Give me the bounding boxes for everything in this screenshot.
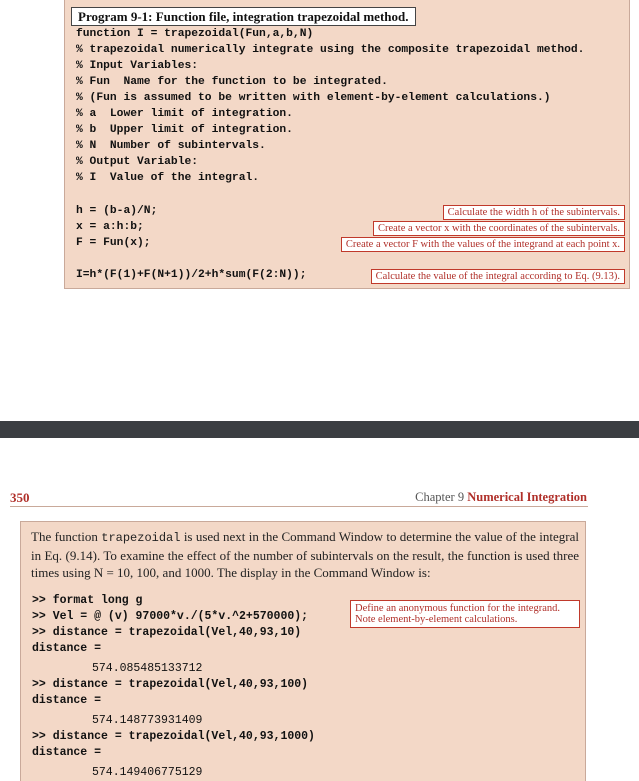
statement-code: h = (b-a)/N; xyxy=(76,205,158,217)
program-title: Program 9-1: Function file, integration trapezoidal method. xyxy=(71,7,416,26)
code-line: % (Fun is assumed to be written with element-by-element calculations.) xyxy=(76,92,551,104)
command-line: >> format long g xyxy=(32,594,143,607)
command-result: 574.148773931409 xyxy=(92,714,203,727)
code-line: % Fun Name for the function to be integrated. xyxy=(76,76,388,88)
code-line: % I Value of the integral. xyxy=(76,172,260,184)
bottom-page xyxy=(0,438,639,781)
intro-paragraph xyxy=(31,528,579,581)
page-number: 350 xyxy=(10,490,30,505)
command-output-label: distance = xyxy=(32,694,102,707)
statement-note: Calculate the width h of the subintervals. xyxy=(443,205,625,220)
example-box xyxy=(20,521,586,781)
statement-code: F = Fun(x); xyxy=(76,237,151,249)
anonymous-function-note: Define an anonymous function for the integrand. Note element-by-element calculations. xyxy=(350,600,580,628)
command-line: >> distance = trapezoidal(Vel,40,93,1000) xyxy=(32,730,315,743)
statement-note: Calculate the value of the integral according to Eq. (9.13). xyxy=(371,269,625,284)
chapter-label: Chapter 9 xyxy=(415,490,465,504)
intro-text-part: The function xyxy=(31,529,102,544)
command-line: >> distance = trapezoidal(Vel,40,93,10) xyxy=(32,626,302,639)
code-line: % Output Variable: xyxy=(76,156,199,168)
program-listing-box xyxy=(64,0,630,289)
statement-note: Create a vector F with the values of the integrand at each point x. xyxy=(341,237,625,252)
code-line: % trapezoidal numerically integrate using the composite trapezoidal method. xyxy=(76,44,585,56)
command-line: >> Vel = @ (v) 97000*v./(5*v.^2+570000); xyxy=(32,610,309,623)
code-line: function I = trapezoidal(Fun,a,b,N) xyxy=(76,28,314,40)
statement-code: I=h*(F(1)+F(N+1))/2+h*sum(F(2:N)); xyxy=(76,269,307,281)
code-line: % Input Variables: xyxy=(76,60,199,72)
page-separator xyxy=(0,421,639,438)
intro-function-name: trapezoidal xyxy=(101,531,181,545)
code-line: % N Number of subintervals. xyxy=(76,140,266,152)
chapter-title: Numerical Integration xyxy=(467,490,587,504)
chapter-header xyxy=(415,490,587,505)
statement-note: Create a vector x with the coordinates of the subintervals. xyxy=(373,221,625,236)
command-output-label: distance = xyxy=(32,746,102,759)
statement-code: x = a:h:b; xyxy=(76,221,144,233)
header-rule xyxy=(10,506,588,507)
command-result: 574.085485133712 xyxy=(92,662,203,675)
command-output-label: distance = xyxy=(32,642,102,655)
intro-text-part: is used next in the Command Window to determine the value of the integral in Eq. (9.14). To examine the effect of the number of subintervals on the result, the function is used three times using N = 10, 100, and 1000. The display in the Command Window is: xyxy=(31,529,579,580)
code-line: % b Upper limit of integration. xyxy=(76,124,293,136)
command-line: >> distance = trapezoidal(Vel,40,93,100) xyxy=(32,678,309,691)
code-line: % a Lower limit of integration. xyxy=(76,108,293,120)
command-result: 574.149406775129 xyxy=(92,766,203,779)
